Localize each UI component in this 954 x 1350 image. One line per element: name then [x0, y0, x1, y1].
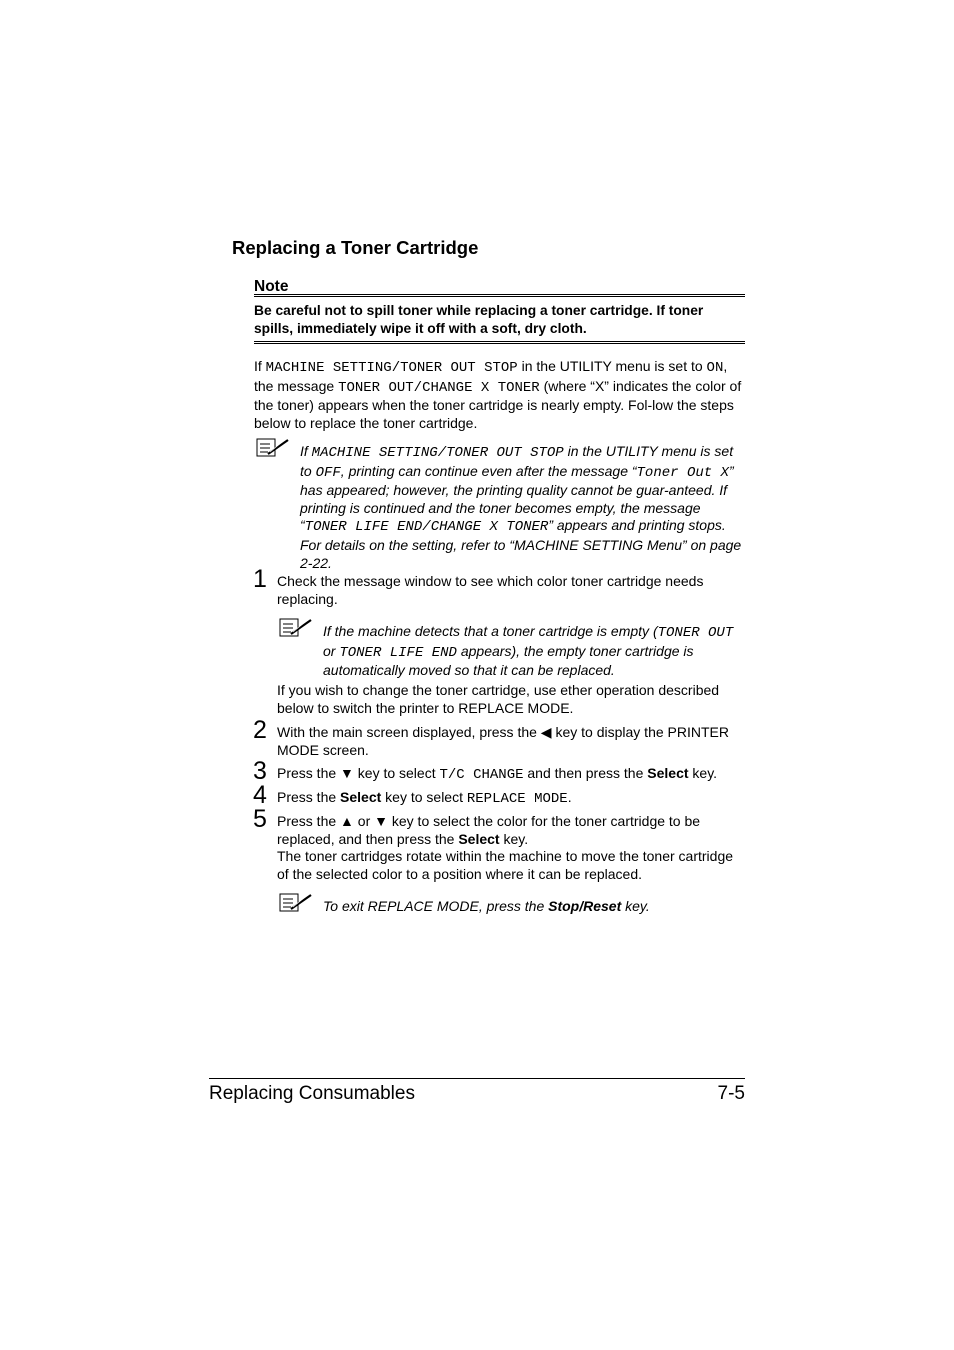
step-3-text: Press the ▼ key to select T/C CHANGE and then press the Select key.	[277, 765, 718, 783]
step-3-number: 3	[253, 757, 267, 785]
memo-2-text: If the machine detects that a toner cartridge is empty (TONER OUT or TONER LIFE END appears), the empty toner cartridge is automatically moved so that it can be replaced.	[323, 623, 734, 679]
step-1-number: 1	[253, 565, 267, 593]
step-2-text: With the main screen displayed, press the ◀ key to display the PRINTER MODE screen.	[277, 724, 729, 758]
note-text: Be careful not to spill toner while replacing a toner cartridge. If toner spills, immediately wipe it off with a soft, dry cloth.	[254, 303, 704, 336]
down-arrow-icon: ▼	[340, 765, 354, 781]
memo-pen-icon	[256, 437, 290, 459]
footer-rule	[209, 1078, 745, 1079]
intro-paragraph: If MACHINE SETTING/TONER OUT STOP in the UTILITY menu is set to ON, the message TONER OUT/CHANGE X TONER (where “X” indicates the color of the toner) appears when the toner cartridge is nearly empty. Fol-low the steps below to replace the toner cartridge.	[254, 358, 742, 431]
footer-page-number: 7-5	[717, 1083, 745, 1104]
memo-pen-icon	[279, 617, 313, 639]
footer-chapter: Replacing Consumables	[209, 1083, 415, 1104]
note-top-rule	[254, 294, 745, 297]
up-arrow-icon: ▲	[340, 813, 354, 829]
memo-pen-icon	[279, 892, 313, 914]
section-title: Replacing a Toner Cartridge	[232, 237, 479, 258]
step-4-number: 4	[253, 781, 267, 809]
step-1-followup: If you wish to change the toner cartridge, use ether operation described below to switch the printer to REPLACE MODE.	[277, 682, 720, 716]
step-4-text: Press the Select key to select REPLACE MODE.	[277, 789, 572, 807]
step-2-number: 2	[253, 716, 267, 744]
memo-1-text: If MACHINE SETTING/TONER OUT STOP in the UTILITY menu is set to OFF, printing can continue even after the message “Toner Out X” has appeared; however, the printing quality cannot be guar-anteed. If printing is continued and the toner becomes empty, the message “TONER LIFE END/CHANGE X TONER” appears and printing stops. For details on the setting, refer to “MACHINE SETTING Menu” on page 2-22.	[300, 443, 742, 571]
note-heading: Note	[254, 278, 289, 295]
memo-3-text: To exit REPLACE MODE, press the Stop/Reset key.	[323, 898, 650, 914]
step-5-text: Press the ▲ or ▼ key to select the color for the toner cartridge to be replaced, and then press the Select key. The toner cartridges rotate within the machine to move the toner cartridge of the selected color to a position where it can be replaced.	[277, 813, 734, 882]
step-1-text: Check the message window to see which color toner cartridge needs replacing.	[277, 573, 704, 607]
left-arrow-icon: ◀	[540, 724, 552, 740]
note-bottom-rule	[254, 341, 745, 344]
step-5-number: 5	[253, 805, 267, 833]
down-arrow-icon: ▼	[374, 813, 388, 829]
